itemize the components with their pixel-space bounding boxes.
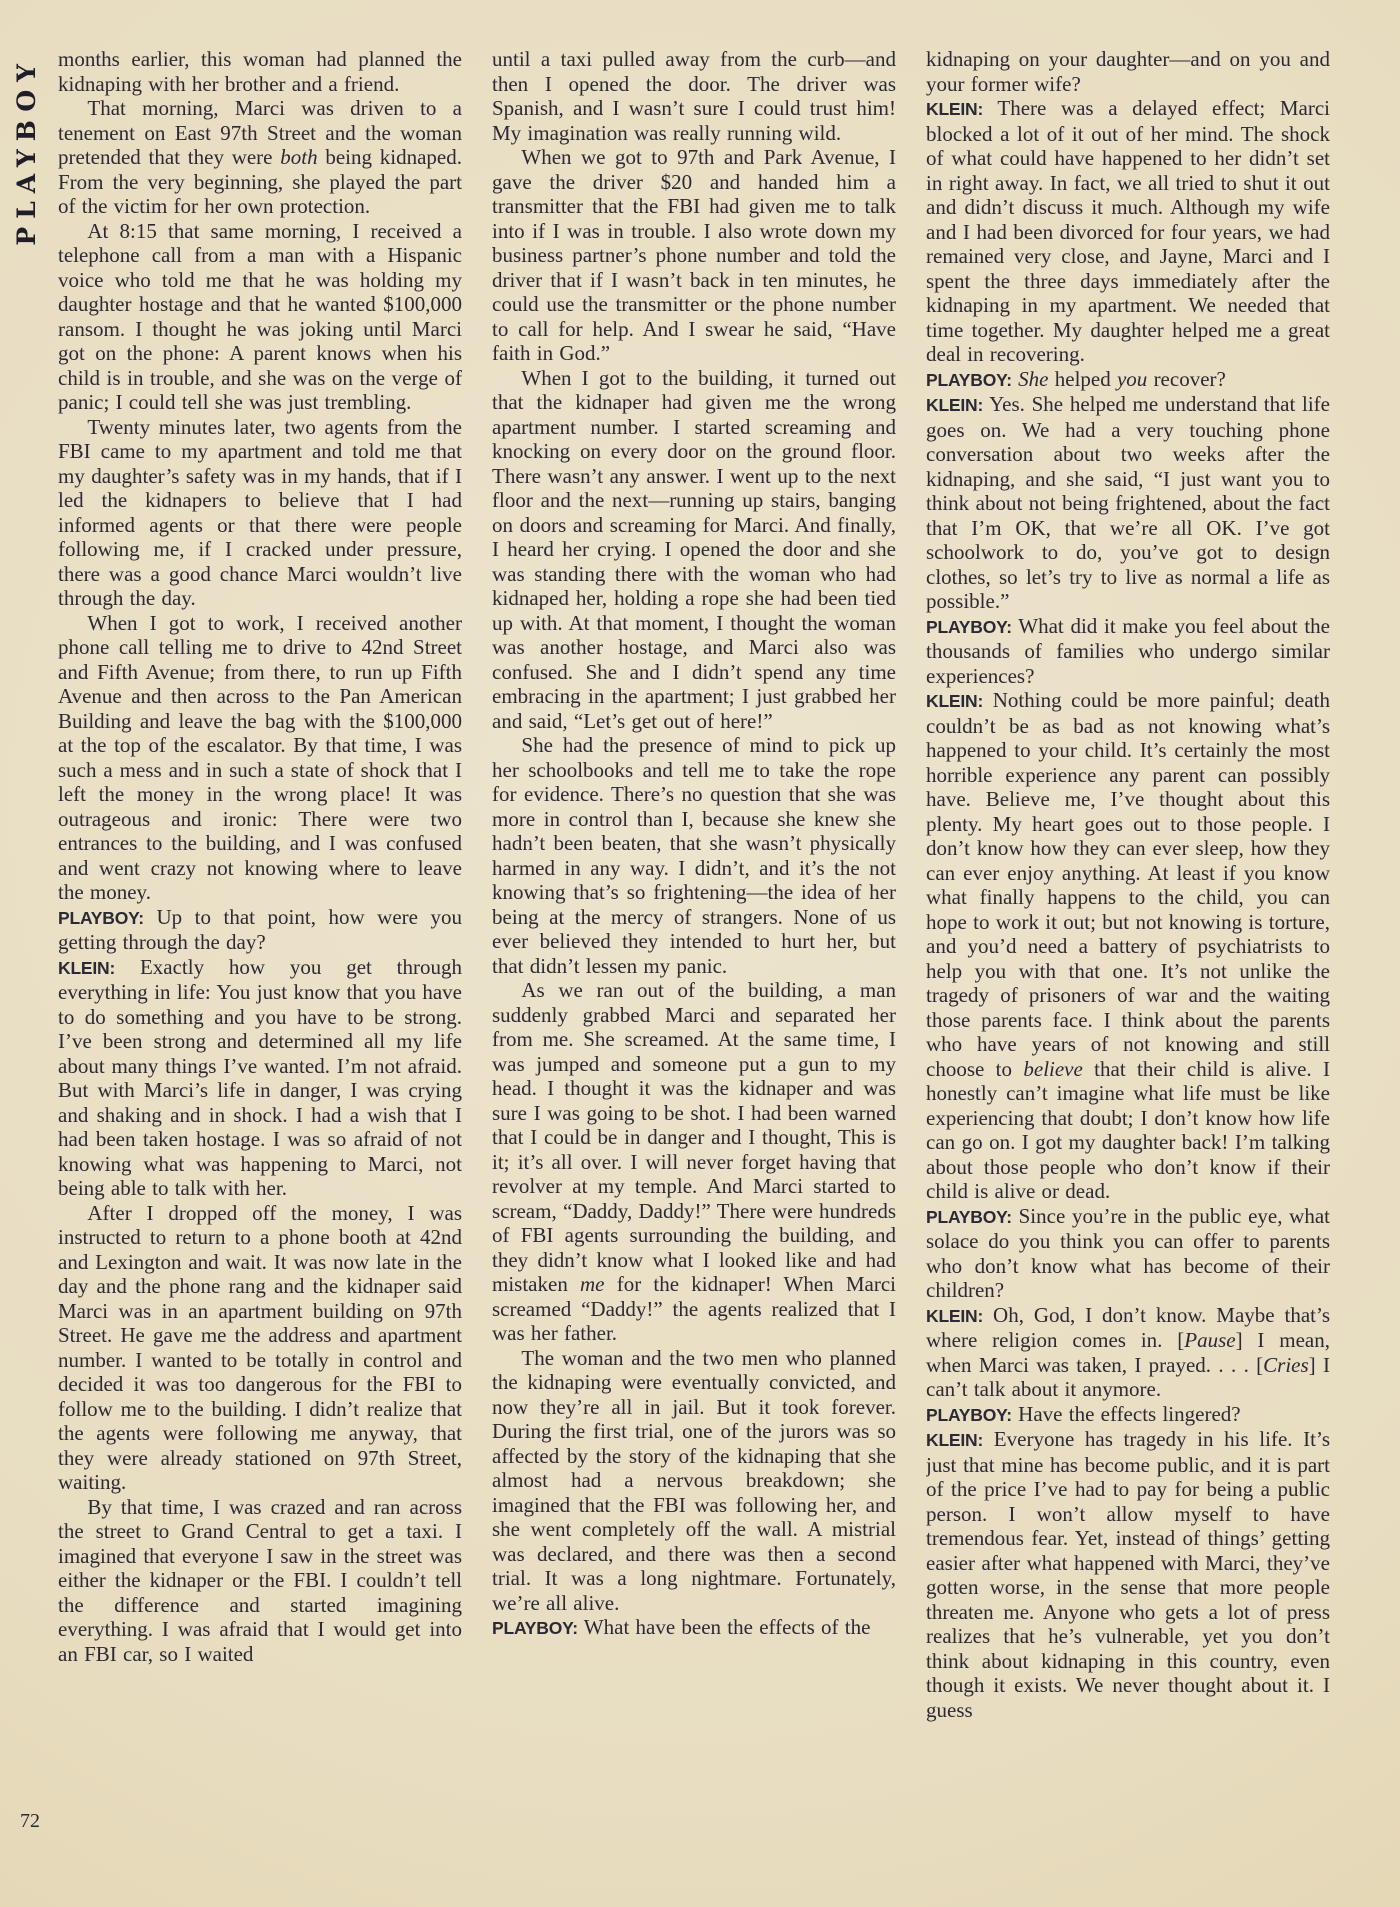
speaker-label: KLEIN: — [926, 395, 984, 415]
italic-text: She — [1018, 366, 1049, 391]
interview-paragraph: KLEIN: Exactly how you get through everything in life: You just know that you have to do something and you have to be strong. I’ve been strong and determined all my life about many things I’ve wanted. I’m not afraid. But with Marci’s life in danger, I was crying and shaking and in shock. I had a wish that I had been taken hostage. I was so afraid of not knowing what was happening to Marci, not being able to talk with her. — [58, 954, 462, 1200]
article-column-3 — [926, 47, 1330, 1842]
italic-text: both — [280, 145, 318, 169]
speaker-label: KLEIN: — [926, 691, 984, 711]
article-columns — [58, 47, 1330, 1842]
italic-text: you — [1116, 366, 1148, 391]
interview-paragraph: PLAYBOY: She helped you recover? — [926, 366, 1226, 391]
paragraph: After I dropped off the money, I was instructed to return to a phone booth at 42nd and Lexington and wait. It was now late in the day and the phone rang and the kidnaper said Marci was in an apartment building on 97th Street. He gave me the address and apartment number. I wanted to be totally in control and decided it was too dangerous for the FBI to follow me to the building. I didn’t realize that the agents were following me anyway, that they were already stationed on 97th Street, waiting. — [58, 1200, 462, 1494]
interview-paragraph: KLEIN: Yes. She helped me understand that life goes on. We had a very touching phone conversation about two weeks after the kidnaping, and she said, “I just want you to think about not being frightened, about the fact that I’m OK, that we’re all OK. I’ve got schoolwork to do, you’ve got to design clothes, so let’s try to live as normal a life as possible.” — [926, 392, 1330, 613]
paragraph: months earlier, this woman had planned the kidnaping with her brother and a friend. — [58, 47, 462, 96]
interview-paragraph: PLAYBOY: What have been the effects of the — [492, 1615, 871, 1639]
interview-paragraph: KLEIN: There was a delayed effect; Marci blocked a lot of it out of her mind. The shock of what could have happened to her didn’t set in right away. In fact, we all tried to shut it out and didn’t discuss it much. Although my wife and I had been divorced for four years, we had remained very close, and Jayne, Marci and I spent the three days immediately after the kidnaping in my apartment. We needed that time together. My daughter helped me a great deal in recovering. — [926, 96, 1330, 366]
paragraph: At 8:15 that same morning, I received a telephone call from a man with a Hispanic voice who told me that he was holding my daughter hostage and that he wanted $100,000 ransom. I thought he was joking until Marci got on the phone: A parent knows when his child is in trouble, and she was on the verge of panic; I could tell she was just trembling. — [58, 218, 462, 414]
paragraph: When I got to work, I received another phone call telling me to drive to 42nd Street and Fifth Avenue; from there, to run up Fifth Avenue and then across to the Pan American Building and leave the bag with the $100,000 at the top of the escalator. By that time, I was such a mess and in such a state of shock that I left the money in the wrong place! It was outrageous and ironic: There were two entrances to the building, and I was confused and went crazy not knowing where to leave the money. — [58, 610, 462, 904]
italic-text: Cries — [1263, 1352, 1309, 1377]
paragraph: When I got to the building, it turned out that the kidnaper had given me the wrong apartment number. I started screaming and knocking on every door on the ground floor. There wasn’t any answer. I went up to the next floor and the next—running up stairs, banging on doors and screaming for Marci. And finally, I heard her crying. I opened the door and she was standing there with the woman who had kidnaped her, holding a rope she had been tied up with. At that moment, I thought the woman was another hostage, and Marci also was confused. She and I didn’t spend any time embracing in the apartment; I just grabbed her and said, “Let’s get out of here!” — [492, 365, 896, 733]
speaker-label: KLEIN: — [926, 99, 984, 119]
article-column-1 — [58, 47, 462, 1842]
speaker-label: PLAYBOY: — [926, 1206, 1012, 1227]
paragraph: until a taxi pulled away from the curb—and then I opened the door. The driver was Spanish, and I wasn’t sure I could trust him! My imagination was really running wild. — [492, 47, 896, 145]
spine-title: PLAYBOY — [12, 56, 41, 246]
speaker-label: PLAYBOY: — [926, 1404, 1012, 1425]
paragraph: kidnaping on your daughter—and on you and your former wife? — [926, 47, 1330, 96]
interview-paragraph: PLAYBOY: Since you’re in the public eye, what solace do you think you can offer to parents who don’t know what has become of their children? — [926, 1203, 1330, 1302]
interview-paragraph: PLAYBOY: What did it make you feel about the thousands of families who undergo similar experiences? — [926, 613, 1330, 688]
interview-paragraph: KLEIN: Everyone has tragedy in his life. It’s just that mine has become public, and it is part of the price I’ve had to pay for being a public person. I won’t allow myself to have tremendous fear. Yet, instead of things’ getting easier after what happened with Marci, they’ve gotten worse, in the sense that more people threaten me. Anyone who gets a lot of press realizes that he’s vulnerable, yet you don’t think about kidnaping in this country, even though it exists. We never thought about it. I guess — [926, 1427, 1330, 1722]
speaker-label: PLAYBOY: — [58, 907, 144, 928]
interview-paragraph: PLAYBOY: Have the effects lingered? — [926, 1401, 1241, 1426]
interview-paragraph: PLAYBOY: Up to that point, how were you getting through the day? — [58, 904, 462, 954]
paragraph: As we ran out of the building, a man suddenly grabbed Marci and separated her from me. She screamed. At the same time, I was jumped and someone put a gun to my head. I thought it was the kidnaper and was sure I was going to be shot. I had been warned that I could be in danger and I thought, This is it; it’s all over. I will never forget having that revolver at my temple. And Marci started to scream, “Daddy, Daddy!” There were hundreds of FBI agents surrounding the building, and they didn’t know what I looked like and had mistaken me for the kidnaper! When Marci screamed “Daddy!” the agents realized that I was her father. — [492, 978, 896, 1345]
italic-text: believe — [1023, 1056, 1083, 1081]
speaker-label: PLAYBOY: — [492, 1618, 578, 1638]
page-number: 72 — [20, 1810, 40, 1832]
speaker-label: PLAYBOY: — [926, 369, 1012, 390]
paragraph: Twenty minutes later, two agents from the FBI came to my apartment and told me that my daughter’s safety was in my hands, that if I led the kidnapers to believe that I had informed agents or that there were people following me, if I cracked under pressure, there was a good chance Marci wouldn’t live through the day. — [58, 414, 462, 610]
article-column-2 — [492, 47, 896, 1842]
paragraph: When we got to 97th and Park Avenue, I gave the driver $20 and handed him a transmitter that the FBI had given me to talk into if I was in trouble. I also wrote down my business partner’s phone number and told the driver that if I wasn’t back in ten minutes, he could use the transmitter or the phone number to call for help. And I swear he said, “Have faith in God.” — [492, 145, 896, 365]
speaker-label: KLEIN: — [926, 1430, 984, 1450]
speaker-label: KLEIN: — [926, 1305, 984, 1326]
speaker-label: KLEIN: — [58, 957, 116, 978]
paragraph: The woman and the two men who planned the kidnaping were eventually convicted, and now they’re all in jail. But it took forever. During the first trial, one of the jurors was so affected by the story of the kidnaping that she almost had a nervous breakdown; she imagined that the FBI was following her, and she went completely off the wall. A mistrial was declared, and there was then a second trial. It was a long nightmare. Fortunately, we’re all alive. — [492, 1345, 896, 1615]
paragraph: That morning, Marci was driven to a tenement on East 97th Street and the woman pretended that they were both being kidnaped. From the very beginning, she played the part of the victim for her own protection. — [58, 96, 462, 218]
interview-paragraph: KLEIN: Oh, God, I don’t know. Maybe that’s where religion comes in. [Pause] I mean, when Marci was taken, I prayed. . . . [Cries] I can’t talk about it anymore. — [926, 1302, 1330, 1401]
italic-text: me — [580, 1272, 605, 1296]
paragraph: By that time, I was crazed and ran across the street to Grand Central to get a taxi. I imagined that everyone I saw in the street was either the kidnaper or the FBI. I couldn’t tell the difference and started imagining everything. I was afraid that I would get into an FBI car, so I waited — [58, 1494, 462, 1666]
paragraph: She had the presence of mind to pick up her schoolbooks and tell me to take the rope for evidence. There’s no question that she was more in control than I, because she knew she hadn’t been beaten, that she wasn’t physically harmed in any way. I didn’t, and it’s the not knowing that’s so frightening—the idea of her being at the mercy of strangers. None of us ever believed they intended to hurt her, but that didn’t lessen my panic. — [492, 733, 896, 978]
speaker-label: PLAYBOY: — [926, 616, 1012, 637]
italic-text: Pause — [1184, 1328, 1236, 1352]
interview-paragraph: KLEIN: Nothing could be more painful; death couldn’t be as bad as not knowing what’s happened to your child. It’s certainly the most horrible experience any parent can possibly have. Believe me, I’ve thought about this plenty. My heart goes out to those people. I don’t know how they can ever sleep, how they can ever enjoy anything. At least if you know what finally happens to the child, you can hope to work it out; but not knowing is torture, and you’d need a battery of psychiatrists to help you with that one. It’s not unlike the tragedy of prisoners of war and the waiting those parents face. I think about the parents who have years of not knowing and still choose to believe that their child is alive. I honestly can’t imagine what life must be like experiencing that doubt; I don’t know how life can go on. I got my daughter back! I’m talking about those people who don’t know if their child is alive or dead. — [926, 688, 1330, 1203]
